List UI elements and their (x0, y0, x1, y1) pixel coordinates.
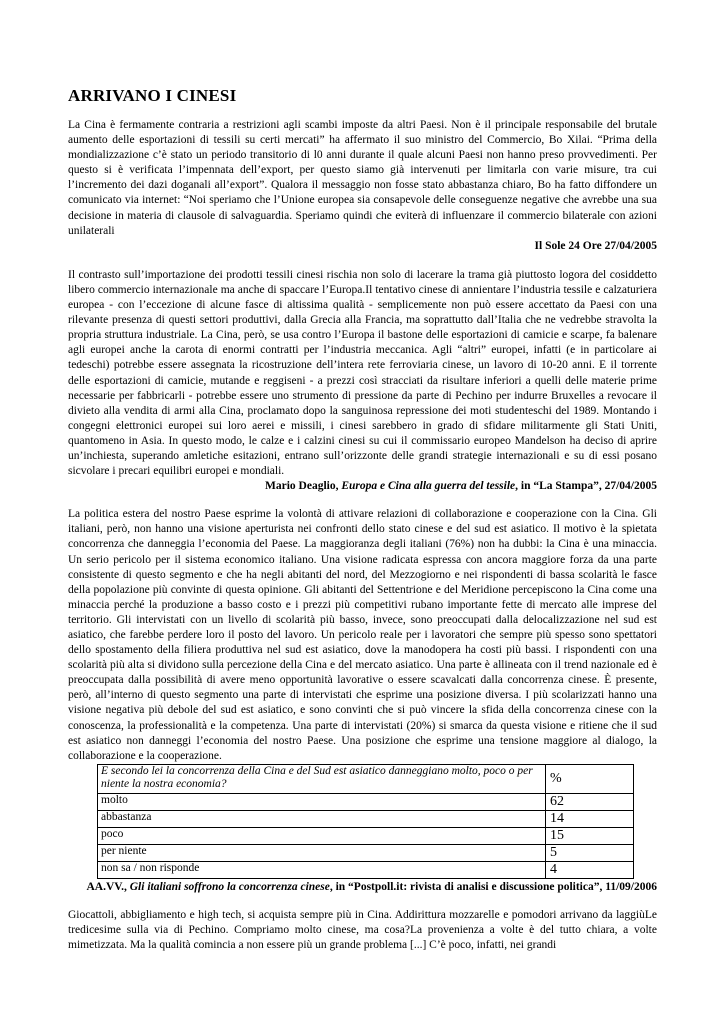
survey-answer-label: poco (98, 827, 546, 844)
paragraph-sole24ore: La Cina è fermamente contraria a restrizioni agli scambi imposte da altri Paesi. Non è il principale responsabile del brutale aumento delle esportazioni di tessili su certi mercati” ha affermato il suo ministro del Commercio, Bo Xilai. “Prima della mondializzazione c’è stato un periodo transitorio di l0 anni durante il quale alcuni Paesi non hanno preso provvedimenti. Per questo si è verificata l’impennata dell’export, per questo siamo già intervenuti per limitarla con varie misure, tra cui l’incremento dei dazi doganali all’export”. Qualora il messaggio non fosse stato abbastanza chiaro, Bo ha fatto diffondere un comunicato via internet: “Noi speriamo che l’Unione europea sia consapevole delle conseguenze negative che avrebbe una sua decisione in materia di clausole di salvaguardia. Speriamo quindi che eviterà di influenzare il commercio bilaterale con azioni unilaterali (68, 119, 657, 237)
source-publication: , in “La Stampa”, 27/04/2005 (515, 480, 657, 493)
source-postpoll (68, 880, 657, 895)
survey-answer-label: abbastanza (98, 810, 546, 827)
table-row (98, 844, 634, 861)
document-title: ARRIVANO I CINESI (68, 86, 237, 105)
spacer (68, 494, 657, 507)
source-author: AA.VV., (86, 880, 130, 893)
table-row (98, 861, 634, 878)
source-author: Mario Deaglio, (265, 480, 342, 493)
source-article-title: Gli italiani soffrono la concorrenza cinese (129, 880, 330, 893)
source-publication: , in “Postpoll.it: rivista di analisi e discussione politica”, 11/09/2006 (329, 880, 657, 893)
survey-answer-label: molto (98, 793, 546, 810)
source-sole24ore: Il Sole 24 Ore 27/04/2005 (534, 239, 657, 252)
spacer (68, 895, 657, 908)
table-row (98, 793, 634, 810)
table-row (98, 827, 634, 844)
document-page (68, 86, 657, 953)
survey-answer-value: 5 (546, 844, 634, 861)
spacer (68, 254, 657, 268)
survey-answer-label: non sa / non risponde (98, 861, 546, 878)
survey-answer-value: 14 (546, 810, 634, 827)
paragraph-postpoll: La politica estera del nostro Paese esprime la volontà di attivare relazioni di collaborazione e cooperazione con la Cina. Gli italiani, però, non hanno una visione aperturista nei confronti dello stato cinese e del sud est asiatico. Il motivo è la spietata concorrenza che danneggia l’economia del Paese. La maggioranza degli italiani (76%) non ha dubbi: la Cina è una minaccia. Un serio pericolo per il sistema economico italiano. Una visione radicata espressa con ancora maggiore forza da una parte consistente di questo segmento e che ha negli abitanti del nord, del Mezzogiorno e nei rispondenti di bassa scolarità le fasce della popolazione più convinte di questa opinione. Gli abitanti del Settentrione e del Meridione percepiscono la Cina come una minaccia perché la produzione a basso costo e i prezzi più competitivi rubano importante fette di mercato alle imprese del territorio. Gli intervistati con un livello di scolarità più basso, invece, sono preoccupati dalla delocalizzazione nel sud est asiatico, che farebbe perdere loro il posto del lavoro. Un pericolo reale per i lavoratori che sempre più spesso sono spettatori dello spostamento della filiera produttiva nel sud est asiatico, dove la manodopera ha costi più bassi. I rispondenti con una scolarità più alta si dividono sulla percezione della Cina e del mercato asiatico. Una parte è allineata con il trend nazionale ed è preoccupata dalla possibilità di avere meno opportunità lavorative o essere scavalcati dalla concorrenza cinese. È presente, però, all’interno di questo segmento una parte di intervistati che esprime una posizione diversa. I più scolarizzati hanno una visione negativa più debole del sud est asiatico, e sono convinti che si può vincere la sfida della concorrenza cinese con la conoscenza, la professionalità e la competenza. Una parte di intervistati (20%) si smarca da questa visione e ritiene che il sud est asiatico non danneggi l’economia del nostro Paese. Una posizione che esprime una tensione maggiore al dialogo, la collaborazione e la cooperazione. (68, 508, 657, 762)
paragraph-deaglio: Il contrasto sull’importazione dei prodotti tessili cinesi rischia non solo di lacerare la trama già piuttosto logora del cosiddetto libero commercio internazionale ma anche di spaccare l’Europa.Il tentativo cinese di annientare l’industria tessile e calzaturiera europea - con l’eccezione di alcune fasce di altissima qualità - semplicemente non può essere accettato da Paesi con una rilevante presenza di questi settori produttivi, dalla Grecia alla Francia, ma soprattutto dall’Italia che ne vedrebbe stravolta la propria struttura industriale. La Cina, però, se usa contro l’Europa il bastone delle esportazioni di camicie e scarpe, fa balenare agli europei anche la carota di enormi contratti per l’industria meccanica. Agli “altri” europei, infatti (e in particolare ai tedeschi) potrebbe essere assegnata la ricostruzione dell’intera rete ferroviaria cinese, un lavoro di 10-20 anni. E il torrente delle esportazioni di camicie, mutande e reggiseni - a prezzi così stracciati da risultare inferiori a quelli delle materie prime necessarie per fabbricarli - potrebbe essere uno strumento di pressione da parte di Pechino per indurre Bruxelles a revocare il divieto alla vendita di armi alla Cina, proclamato dopo la sanguinosa repressione dei moti studenteschi del 1989. Montando i congegni elettronici europei sui loro aerei e missili, i cinesi sarebbero in grado di sfidare militarmente gli Stati Uniti, quantomeno in Asia. In questo modo, le calze e i calzini cinesi su cui il commissario europeo Mandelson ha deciso di aprire un’inchiesta, superando amletiche esitazioni, entrano sull’orizzonte delle grandi strategie internazionali e su di essi posano sicvolare i precari equilibri europei e mondiali. (68, 268, 657, 478)
survey-answer-value: 15 (546, 827, 634, 844)
survey-answer-label: per niente (98, 844, 546, 861)
survey-table (97, 764, 634, 879)
survey-header-row (98, 764, 634, 793)
paragraph-closing: Giocattoli, abbigliamento e high tech, si acquista sempre più in Cina. Addirittura mozzarelle e pomodori arrivano da laggiùLe tredicesime sulla via di Pechino. Compriamo molto cinese, ma cosa?La provenienza a volte è del tutto chiara, a volte mimetizzata. Ma la qualità comincia a non essere più un grande problema [...] C’è poco, infatti, nei grandi (68, 908, 657, 952)
survey-percent-header: % (546, 764, 634, 793)
survey-answer-value: 4 (546, 861, 634, 878)
source-article-title: Europa e Cina alla guerra del tessile (341, 480, 516, 493)
source-deaglio (68, 479, 657, 494)
table-row (98, 810, 634, 827)
survey-answer-value: 62 (546, 793, 634, 810)
survey-question: E secondo lei la concorrenza della Cina e del Sud est asiatico danneggiano molto, poco o per niente la nostra economia? (98, 764, 546, 793)
